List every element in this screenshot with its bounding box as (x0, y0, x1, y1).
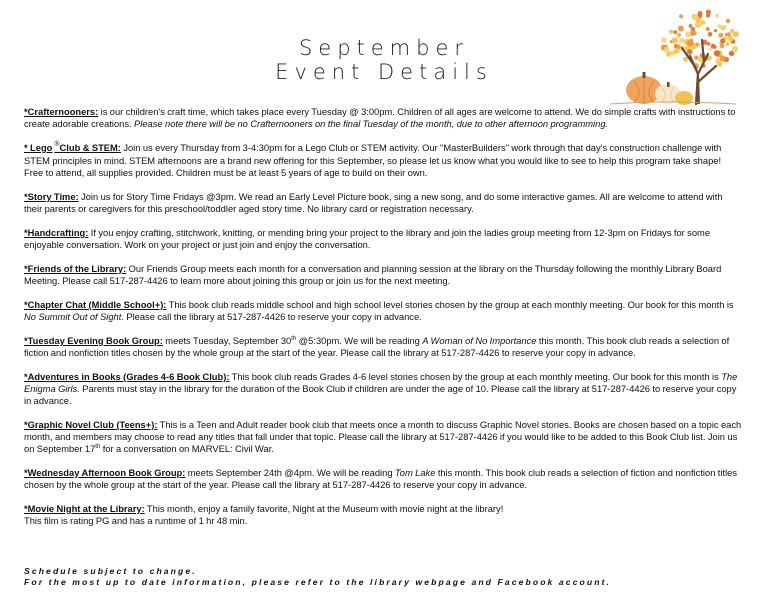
event-name: *Movie Night at the Library: (24, 503, 145, 514)
event-name: *Chapter Chat (Middle School+): (24, 299, 167, 310)
page-title-line2: Event Details (275, 60, 493, 84)
page-title-line1: September (298, 36, 470, 60)
event-crafternooners (24, 107, 742, 131)
event-description: Join us for Story Time Fridays @3pm. We read an Early Level Picture book, sing a new song, and do some interactive games. All are welcome to attend with their parents or caregivers for this preschool/toddler aged story time. No library card or registration necessary. (24, 191, 723, 214)
event-description: Our Friends Group meets each month for a conversation and planning session at the library on the Thursday following the monthly Library Board Meeting. Please call 517-287-4426 to learn more about joining this group or join us for the next meeting. (24, 263, 722, 286)
event-description-cont: Parents must stay in the library for the duration of the Book Club if children are under the age of 10. Please call the library at 517-287-4426 to reserve your copy in advance. (24, 383, 737, 406)
event-description: This book club reads Grades 4-6 level stories chosen by the group at each monthly meeting. Our book for this month is (229, 371, 722, 382)
event-handcrafting (24, 228, 742, 252)
event-description: meets Tuesday, September 30 (162, 335, 292, 346)
event-name-part: Club & STEM: (59, 143, 121, 153)
event-description: meets September 24th @4pm. We will be reading (185, 467, 395, 478)
event-description-cont: this month. This book club reads a selection of fiction and nonfiction titles chosen by the whole group at the start of the year. Please call the library at 517-287-4426 to reserve your copy in advance. (24, 467, 738, 490)
event-name (24, 143, 121, 153)
event-name: *Friends of the Library: (24, 263, 127, 274)
footer-notice (24, 566, 611, 588)
event-description: is our children's craft time, which takes place every Tuesday @ 3:00pm. Children of all ages are welcome to attend. We do simple crafts with instructions to create adorable creations. (24, 107, 736, 129)
book-title: Tom Lake (394, 467, 436, 478)
ordinal-suffix: th (291, 335, 297, 342)
ordinal-suffix: th (95, 443, 101, 450)
event-movie-night (24, 504, 742, 528)
event-name: *Adventures in Books (Grades 4-6 Book Club): (24, 371, 230, 382)
event-friends-of-library (24, 264, 742, 288)
event-name-part: Lego (30, 143, 53, 153)
event-description: This month, enjoy a family favorite, Night at the Museum with movie night at the library! (144, 503, 504, 514)
event-name-prefix: * (24, 143, 31, 153)
book-title: No Summit Out of Sight (24, 311, 122, 322)
footer-line2: For the most up to date information, please refer to the library webpage and Facebook account. (24, 577, 612, 587)
autumn-tree-pumpkins-illustration (604, 4, 744, 108)
book-title: The Enigma Girls. (24, 371, 738, 394)
event-lego-club-stem (24, 143, 742, 180)
event-name: *Story Time: (24, 191, 79, 202)
event-graphic-novel-club (24, 420, 742, 456)
event-name: *Graphic Novel Club (Teens+): (24, 419, 158, 430)
event-list (24, 107, 742, 540)
event-description-cont: . Please call the library at 517-287-4426 to reserve your copy in advance. (121, 311, 422, 322)
registered-mark: ® (54, 141, 60, 148)
event-name: *Tuesday Evening Book Group: (24, 335, 163, 346)
event-description: Join us every Thursday from 3-4:30pm for a Lego Club or STEM activity. Our "MasterBuilders" work through that day's construction challenge with STEM principles in mind. STEM afternoons are a brand new offering for this September, so please let us know what you would like to see to help this program take shape! Free to attend, all supplies provided. Children must be at least 5 years of age to build on their own. (24, 143, 722, 178)
event-description: This is a Teen and Adult reader book club that meets once a month to discuss Graphic Novel stories. Books are chosen based on a topic each month, and members may choose to read any titles that fall under that topic. Please call the library at 517-287-4426 if you would like to be added to this Book Club list. Join us on September 17 (24, 419, 742, 454)
footer-line1: Schedule subject to change. (24, 566, 197, 576)
event-description-cont: for a conversation on MARVEL: Civil War. (100, 443, 274, 454)
event-name: *Crafternooners: (24, 107, 99, 117)
event-description-cont: this month. This book club reads a selection of fiction and nonfiction titles chosen by the whole group at the start of the year. Please call the library at 517-287-4426 to reserve your copy in advance. (24, 335, 730, 358)
event-wednesday-afternoon-book-group (24, 468, 742, 492)
event-description-line2: This film is rating PG and has a runtime of 1 hr 48 min. (24, 515, 248, 526)
event-name: *Wednesday Afternoon Book Group: (24, 467, 186, 478)
event-description-cont: @5:30pm. We will be reading (296, 335, 423, 346)
event-story-time (24, 192, 742, 216)
book-title: A Woman of No Importance (422, 335, 537, 346)
event-tuesday-evening-book-group (24, 336, 742, 360)
event-name: *Handcrafting: (24, 227, 89, 238)
event-adventures-in-books (24, 372, 742, 408)
event-note: Please note there will be no Crafternooners on the final Tuesday of the month, due to other afternoon programming. (134, 118, 609, 129)
event-description: If you enjoy crafting, stitchwork, knitting, or mending bring your project to the library and join the ladies group meeting from 12-3pm on Fridays for some enjoyable conversation. Work on your project or just join and enjoy the conversation. (24, 227, 711, 250)
event-description: This book club reads middle school and high school level stories chosen by the group at each monthly meeting. Our book for this month is (166, 299, 734, 310)
event-chapter-chat (24, 300, 742, 324)
